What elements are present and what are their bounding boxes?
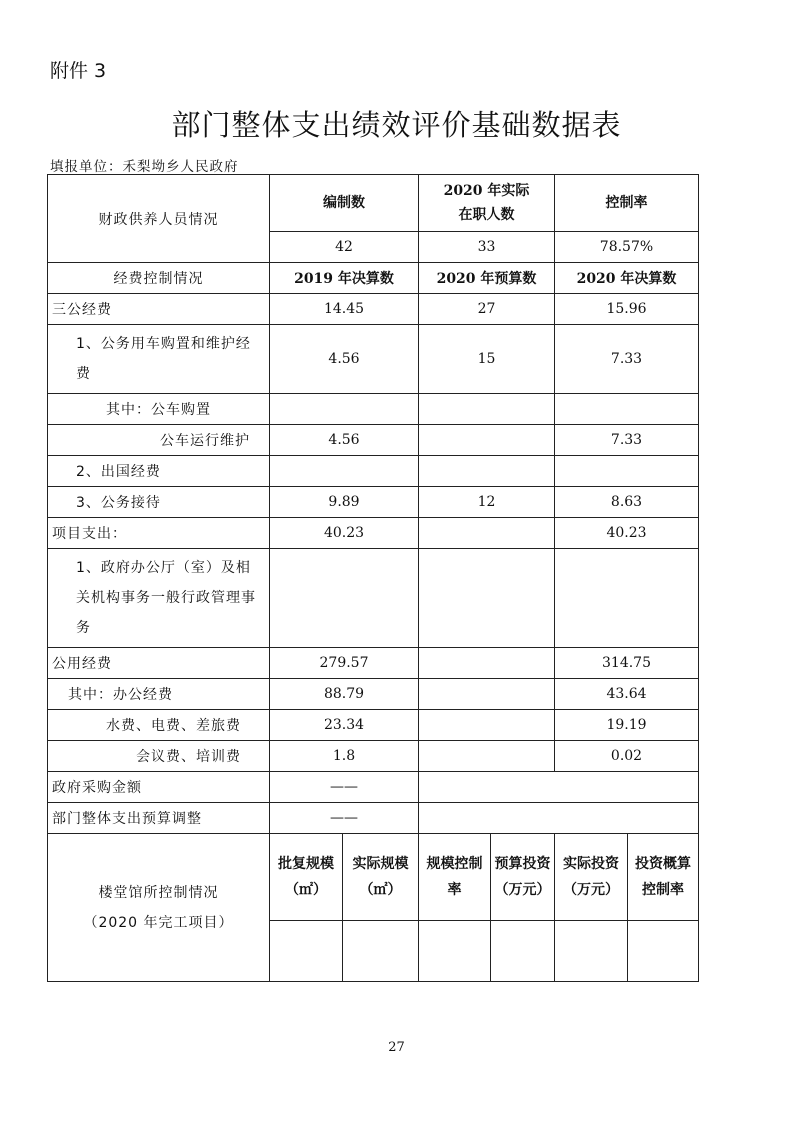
table-row bbox=[48, 741, 699, 772]
row-label: 水费、电费、差旅费 bbox=[48, 710, 270, 741]
buildings-value-cell bbox=[628, 921, 699, 982]
buildings-header-row bbox=[48, 834, 699, 921]
row-value-2020-plan bbox=[419, 549, 555, 648]
row-value-2020-final: 8.63 bbox=[555, 487, 699, 518]
row-value-2019 bbox=[270, 549, 419, 648]
row-value-2020-plan bbox=[419, 648, 555, 679]
attachment-label: 附件 3 bbox=[50, 60, 107, 82]
budget-label: 经费控制情况 bbox=[48, 263, 270, 294]
staff-header-row bbox=[48, 175, 699, 232]
staff-col-actual-line2: 在职人数 bbox=[458, 207, 515, 223]
row-label: 三公经费 bbox=[48, 294, 270, 325]
row-value-2019: 4.56 bbox=[270, 425, 419, 456]
row-label: 其中：公车购置 bbox=[48, 394, 270, 425]
merged-empty-cell bbox=[419, 803, 699, 834]
table-row bbox=[48, 549, 699, 648]
buildings-col-actual-invest: 实际投资（万元） bbox=[555, 834, 628, 921]
table-row bbox=[48, 518, 699, 549]
row-value-2020-final: 19.19 bbox=[555, 710, 699, 741]
row-value-2019 bbox=[270, 456, 419, 487]
row-value-2020-plan: 27 bbox=[419, 294, 555, 325]
row-value-2019 bbox=[270, 394, 419, 425]
row-label: 3、公务接待 bbox=[48, 487, 270, 518]
buildings-col-invest-rate: 投资概算控制率 bbox=[628, 834, 699, 921]
table-row bbox=[48, 325, 699, 394]
buildings-col-approved-scale: 批复规模（㎡） bbox=[270, 834, 343, 921]
row-value-2020-final: 15.96 bbox=[555, 294, 699, 325]
row-value-2019: 23.34 bbox=[270, 710, 419, 741]
table-row bbox=[48, 772, 699, 803]
staff-col-actual bbox=[419, 175, 555, 232]
row-label: 1、政府办公厅（室）及相关机构事务一般行政管理事务 bbox=[48, 549, 270, 648]
budget-col-2020-final: 2020 年决算数 bbox=[555, 263, 699, 294]
row-value-2020-final: 43.64 bbox=[555, 679, 699, 710]
row-value-2019: 1.8 bbox=[270, 741, 419, 772]
row-value-2020-plan bbox=[419, 394, 555, 425]
row-label: 1、公务用车购置和维护经费 bbox=[48, 325, 270, 394]
table-row bbox=[48, 710, 699, 741]
staff-actual-value: 33 bbox=[419, 232, 555, 263]
row-value-2020-plan bbox=[419, 456, 555, 487]
data-table bbox=[47, 174, 699, 982]
table-row bbox=[48, 648, 699, 679]
row-value-2020-final bbox=[555, 456, 699, 487]
staff-rate-value: 78.57% bbox=[555, 232, 699, 263]
budget-header-row bbox=[48, 263, 699, 294]
table-row bbox=[48, 425, 699, 456]
row-value-2020-plan bbox=[419, 679, 555, 710]
staff-quota-value: 42 bbox=[270, 232, 419, 263]
row-value-2020-plan: 15 bbox=[419, 325, 555, 394]
staff-label: 财政供养人员情况 bbox=[48, 175, 270, 263]
row-value-2020-final: 7.33 bbox=[555, 325, 699, 394]
row-value-2019: 4.56 bbox=[270, 325, 419, 394]
row-value-2019: 88.79 bbox=[270, 679, 419, 710]
row-label: 会议费、培训费 bbox=[48, 741, 270, 772]
row-label: 政府采购金额 bbox=[48, 772, 270, 803]
row-value-2020-final: 314.75 bbox=[555, 648, 699, 679]
table-row bbox=[48, 394, 699, 425]
row-value-2020-final bbox=[555, 549, 699, 648]
row-value-2019: 9.89 bbox=[270, 487, 419, 518]
row-value-2019: 14.45 bbox=[270, 294, 419, 325]
row-label: 项目支出： bbox=[48, 518, 270, 549]
buildings-label-line1: 楼堂馆所控制情况 bbox=[98, 884, 219, 901]
buildings-col-actual-scale: 实际规模（㎡） bbox=[343, 834, 419, 921]
buildings-col-scale-rate: 规模控制率 bbox=[419, 834, 491, 921]
table-row bbox=[48, 294, 699, 325]
buildings-value-cell bbox=[491, 921, 555, 982]
buildings-col-budget-invest: 预算投资（万元） bbox=[491, 834, 555, 921]
row-label: 公车运行维护 bbox=[48, 425, 270, 456]
buildings-label bbox=[48, 834, 270, 982]
row-value-2020-final: 40.23 bbox=[555, 518, 699, 549]
row-label: 部门整体支出预算调整 bbox=[48, 803, 270, 834]
row-value-2019: 279.57 bbox=[270, 648, 419, 679]
budget-col-2019: 2019 年决算数 bbox=[270, 263, 419, 294]
buildings-value-cell bbox=[343, 921, 419, 982]
staff-col-rate: 控制率 bbox=[555, 175, 699, 232]
buildings-value-cell bbox=[555, 921, 628, 982]
buildings-label-line2: （2020 年完工项目） bbox=[83, 914, 234, 931]
table-row bbox=[48, 803, 699, 834]
row-value-2019: —— bbox=[270, 772, 419, 803]
row-value-2020-plan bbox=[419, 518, 555, 549]
row-label: 2、出国经费 bbox=[48, 456, 270, 487]
row-value-2020-final bbox=[555, 394, 699, 425]
reporting-unit: 填报单位：禾梨坳乡人民政府 bbox=[50, 159, 239, 175]
budget-col-2020-plan: 2020 年预算数 bbox=[419, 263, 555, 294]
row-label: 其中：办公经费 bbox=[48, 679, 270, 710]
row-value-2019: 40.23 bbox=[270, 518, 419, 549]
buildings-value-cell bbox=[270, 921, 343, 982]
staff-col-quota: 编制数 bbox=[270, 175, 419, 232]
table-row bbox=[48, 679, 699, 710]
row-value-2020-plan: 12 bbox=[419, 487, 555, 518]
row-value-2020-plan bbox=[419, 741, 555, 772]
page-number: 27 bbox=[388, 1040, 405, 1055]
row-value-2020-final: 0.02 bbox=[555, 741, 699, 772]
row-value-2020-plan bbox=[419, 425, 555, 456]
row-label: 公用经费 bbox=[48, 648, 270, 679]
buildings-value-cell bbox=[419, 921, 491, 982]
table-row bbox=[48, 456, 699, 487]
table-row bbox=[48, 487, 699, 518]
staff-col-actual-line1: 2020 年实际 bbox=[443, 183, 530, 199]
page-title: 部门整体支出绩效评价基础数据表 bbox=[171, 108, 622, 142]
row-value-2020-final: 7.33 bbox=[555, 425, 699, 456]
row-value-2019: —— bbox=[270, 803, 419, 834]
row-value-2020-plan bbox=[419, 710, 555, 741]
merged-empty-cell bbox=[419, 772, 699, 803]
